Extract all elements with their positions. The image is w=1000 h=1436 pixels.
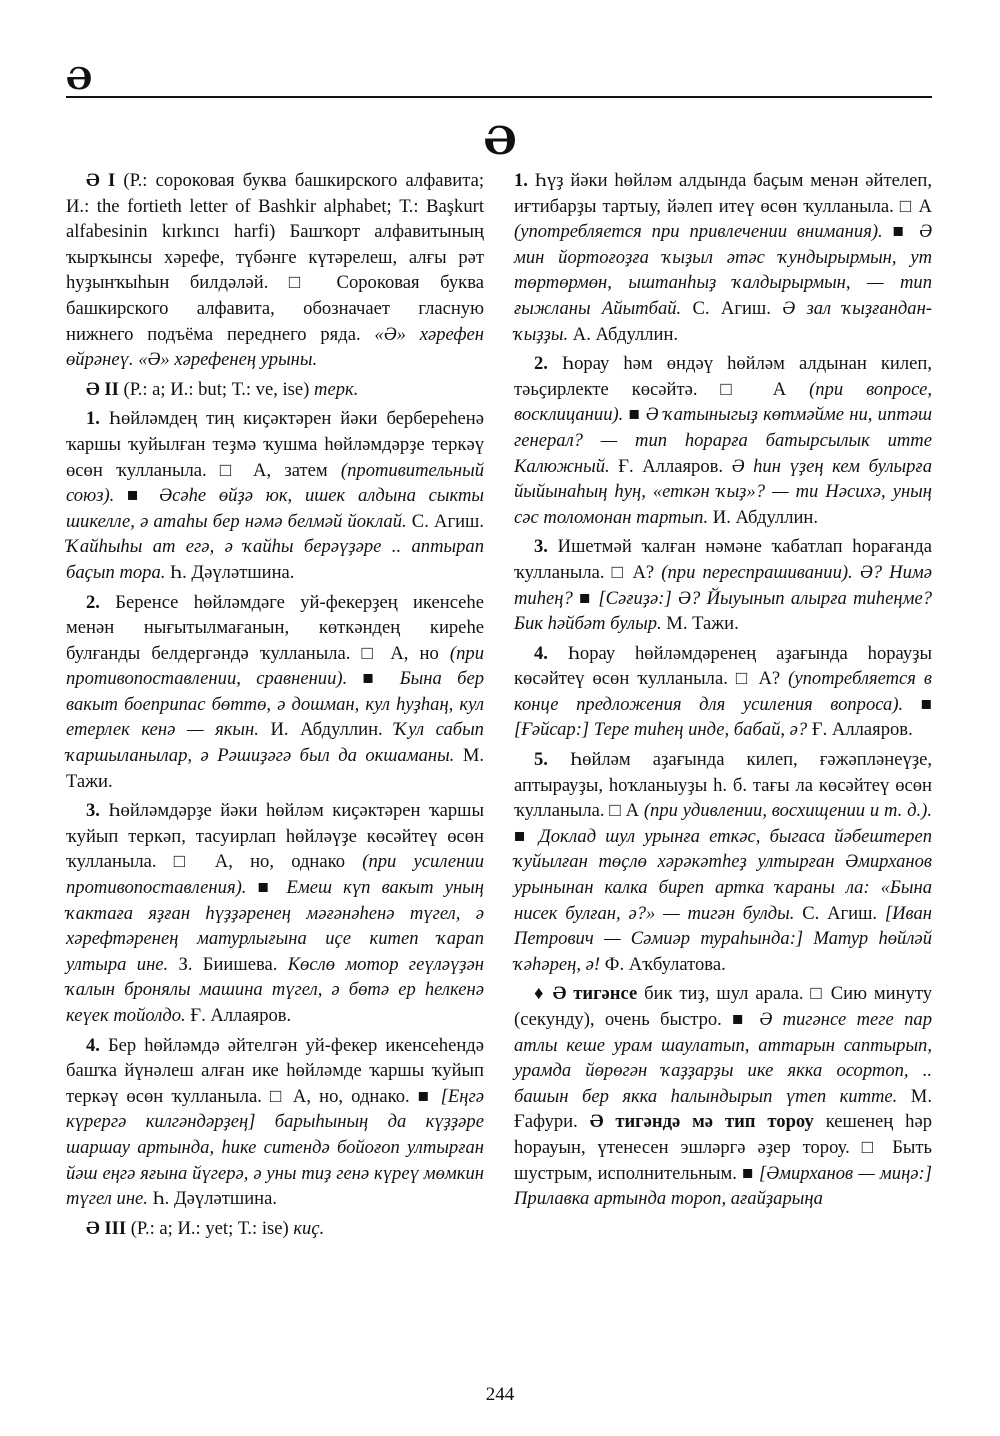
entry-text: Ғ. Аллаяров. <box>609 455 732 477</box>
entry-example: Ә зал ҡыҙғандан-ҡыҙҙы. <box>514 297 933 345</box>
entry-example: (употребляется при привлечении внимания). ■ Ә мин йортоғоҙға ҡыҙыл әтәс ҡундырырмын, ут төртөрмөн, ыштанһыҙ ҡалдырырмын, — тип ғыжланы Айытбай. <box>514 221 932 319</box>
dictionary-entry <box>66 590 484 795</box>
entry-headword: 4. <box>86 1034 100 1056</box>
entry-headword: 1. <box>514 170 528 191</box>
entry-example: (при удивлении, восхищении и т. д.). ■ Доклад шул урынға еткәс, быгаса йәбештереп ҡуйылған төҫлө хәрәкәтһеҙ ултырған Әмирханов урынынан калка биреп артка ҡараны ла: «Бына нисек булған, ә?» — тигән булды. <box>514 800 932 924</box>
entry-text: С. Агиш. <box>794 902 885 924</box>
entry-text: (Р.: а; И.: yet; Т.: ise) <box>126 1217 294 1239</box>
entry-headword: Ә тигәндә мә тип тороу <box>589 1111 814 1133</box>
dictionary-entry <box>66 406 484 585</box>
dictionary-entry <box>514 747 932 977</box>
entry-example: ■ [Әмирханов — миңә:] Прилавка артында тороп, ағайҙарыңа <box>514 1162 932 1210</box>
dictionary-entry <box>66 798 484 1028</box>
entry-text: (Р.: а; И.: but; Т.: ve, ise) <box>118 378 315 400</box>
entry-text: Һөйләм аҙағында килеп, ғәжәпләнеүҙе, аптырауҙы, һоҡланыуҙы һ. б. тағы ла көсәйтеү өсөн ҡулланыла. □ А <box>514 749 932 822</box>
entry-text: М. Ғафури. <box>514 1085 932 1133</box>
page-number: 244 <box>485 1384 515 1405</box>
entry-example: (при вопросе, восклицании). ■ Ә ҡатыныгыҙ көтмәйме ни, иптәш генерал? — тип һорарға батырсылык итте Калюжный. <box>514 378 932 477</box>
entry-text: Һорау һәм өндәү һөйләм алдынан килеп, тәьҫирлекте көсәйтә. □ А <box>514 353 932 400</box>
entry-headword: Ә II <box>86 378 119 400</box>
entry-text: С. Агиш. <box>681 297 783 319</box>
entry-text: Ғ. Аллаяров. <box>807 719 913 741</box>
entry-example: киҫ. <box>293 1217 325 1239</box>
entry-example: (при переспрашивании). Ә? Нимә тиһең? ■ [Сәғиҙә:] Ә? Йыуынып алырға тиһеңме? Бик һәйбәт булыр. <box>514 561 932 635</box>
entry-text: бик тиҙ, шул арала. □ Сию минуту (секунду), очень быстро. <box>514 983 932 1030</box>
entry-headword: 5. <box>534 749 548 771</box>
right-column <box>514 168 932 1216</box>
entry-example: [Иван Петрович — Сәмиәр тураһында:] Матур һөйләй ҡәһәрең, ә! <box>514 902 933 975</box>
entry-example: (при усилении противопоставления). ■ Емеш күп вакыт уның ҡактаға яҙған һүҙҙәренең мәғәнәһенә түгел, ә хәрефтәренең матурлығына иҫе китеп ҡарап ултыра ине. <box>66 851 484 975</box>
dictionary-entry <box>514 168 932 347</box>
entry-headword: 3. <box>534 536 548 558</box>
entry-example: (при противопоставлении, сравнении). ■ Бына бер вакыт боеприпас бөттө, ә дошман, кул һуҙһаң, кул етерлек кенә — якын. <box>66 642 484 741</box>
entry-example: Көслө мотор геүләүҙән ҡалын бронялы машина түгел, ә бөтә ер һелкенә кеүек тойолдо. <box>66 953 485 1026</box>
dictionary-entry <box>514 534 932 636</box>
entry-example: Ҡул сабып ҡаршыланылар, ә Рәшиҙәгә был да окшаманы. <box>66 719 484 767</box>
entry-text: Һөйләмдәрҙе йәки һөйләм киҫәктәрен ҡаршы ҡуйып теркәп, тасуирлап һөйләүҙе көсәйтеү өсөн ҡулланыла. □ А, но, однако <box>66 800 484 873</box>
entry-headword: 4. <box>534 642 548 664</box>
entry-example: терк. <box>314 378 359 400</box>
entry-example: Ҡайһыһы ат егә, ә ҡайһы берәүҙәре .. аптырап баҫып тора. <box>66 536 484 583</box>
dictionary-entry <box>514 981 932 1211</box>
entry-text: И. Абдуллин. <box>708 506 819 528</box>
running-head-letter: Ә <box>66 62 93 97</box>
dictionary-entry <box>66 168 484 373</box>
entry-example: ■ [Еңгә күрергә килгәндәрҙең] барыһының да күҙҙәре шаршау артында, һике ситендә бойоғоп ултырған йәш еңгә яғына йүгерә, ә уны тиҙ генә күреү мөмкин түгел ине. <box>66 1085 484 1210</box>
entry-text: М. Тажи. <box>661 613 739 635</box>
entry-text: Ф. Аҡбулатова. <box>600 953 726 975</box>
entry-text: Ғ. Аллаяров. <box>185 1005 292 1026</box>
entry-text: С. Агиш. <box>406 510 484 532</box>
section-letter-heading: Ә <box>483 118 517 163</box>
entry-text: Һорау һөйләмдәренең аҙағында һорауҙы көсәйтеү өсөн ҡулланыла. □ А? <box>514 642 932 690</box>
dictionary-entry <box>514 351 932 530</box>
entry-headword: 2. <box>86 591 100 613</box>
entry-headword: ♦ Ә тигәнсе <box>534 983 638 1005</box>
entry-example: (употребляется в конце предложения для усиления вопроса). ■ [Ғәйсар:] Тере тиһең инде, бабай, ә? <box>514 668 932 741</box>
entry-text: Бер һөйләмдә әйтелгән уй-фекер икенсеһендә башҡа йүнәлеш алған ике һөйләмде ҡаршы ҡуйып теркәү өсөн ҡулланыла. □ А, но, однако. <box>66 1034 484 1107</box>
entry-text: Һүҙ йәки һөйләм алдында баҫым менән әйтелеп, иғтибарҙы тартыу, йәлеп итеү өсөн ҡулланыла. □ А <box>514 170 932 217</box>
entry-example: ■ Ә тигәнсе теге пар атлы кеше урам шаулатып, аттарын саптырып, урамда йөрөгән ҡаҙҙарҙы ике якка осортоп, .. башын бер якка һалындырып үтеп китте. <box>514 1009 932 1107</box>
entry-headword: Ә I <box>86 170 116 191</box>
dictionary-entry <box>66 377 484 403</box>
dictionary-entry <box>66 1216 484 1242</box>
entry-headword: 1. <box>86 408 100 430</box>
left-column <box>66 168 484 1245</box>
entry-text: Беренсе һөйләмдәге уй-фекерҙең икенсеһе менән нығытылмағанын, көткәндең киреһе булғанды белдергәндә ҡулланыла. □ А, но <box>66 591 484 664</box>
entry-headword: Ә III <box>86 1217 127 1239</box>
entry-text: кешенең һәр һорауын, үтенесен эшләргә әҙер тороу. □ Быть шустрым, исполнительным. <box>514 1111 932 1184</box>
entry-example: (противительный союз). ■ Әсәһе өйҙә юк, ишек алдына сыкты шикелле, ә атаһы бер нәмә белмәй йоклай. <box>66 459 484 532</box>
entry-example: «Ә» хәрефен өйрәнеү. «Ә» хәрефенең урыны. <box>66 323 484 371</box>
entry-text: Һ. Дәүләтшина. <box>147 1188 277 1210</box>
header-rule <box>66 96 932 98</box>
entry-text: Һөйләмдең тиң киҫәктәрен йәки бербереһенә ҡаршы ҡуйылған теҙмә ҡушма һөйләмдәрҙе теркәү өсөн ҡулланыла. □ А, затем <box>66 408 484 481</box>
dictionary-entry <box>514 641 932 743</box>
entry-text: (Р.: сороковая буква башкирского алфавита; И.: the fortieth letter of Bashkir alphabet; Т.: Başkurt alfabesinin kırkıncı harfi) Башҡорт алфавитының ҡырҡынсы хәрефе, түбәнге күтәрелеш, алғы рәт һуҙынҡыһын билдәләй. □ Сороковая буква башкирского алфавита, обозначает гласную нижнего подъёма переднего ряда. <box>66 170 484 345</box>
entry-text: А. Абдуллин. <box>568 323 679 345</box>
entry-text: Һ. Дәүләтшина. <box>165 561 295 583</box>
dictionary-entry <box>66 1033 484 1212</box>
entry-headword: 3. <box>86 800 100 822</box>
entry-example: Ә һин үҙең кем булырға йыйынаһың һуң, «еткән ҡыҙ»? — ти Нәсихә, уның сәс толомонан тартып. <box>514 455 932 528</box>
entry-text: Ишетмәй ҡалған нәмәне ҡабатлап һорағанда ҡулланыла. □ А? <box>514 536 932 583</box>
entry-text: М. Тажи. <box>66 745 484 792</box>
entry-text: И. Абдуллин. <box>258 719 395 741</box>
entry-headword: 2. <box>534 353 548 375</box>
entry-text: З. Биишева. <box>168 953 288 975</box>
